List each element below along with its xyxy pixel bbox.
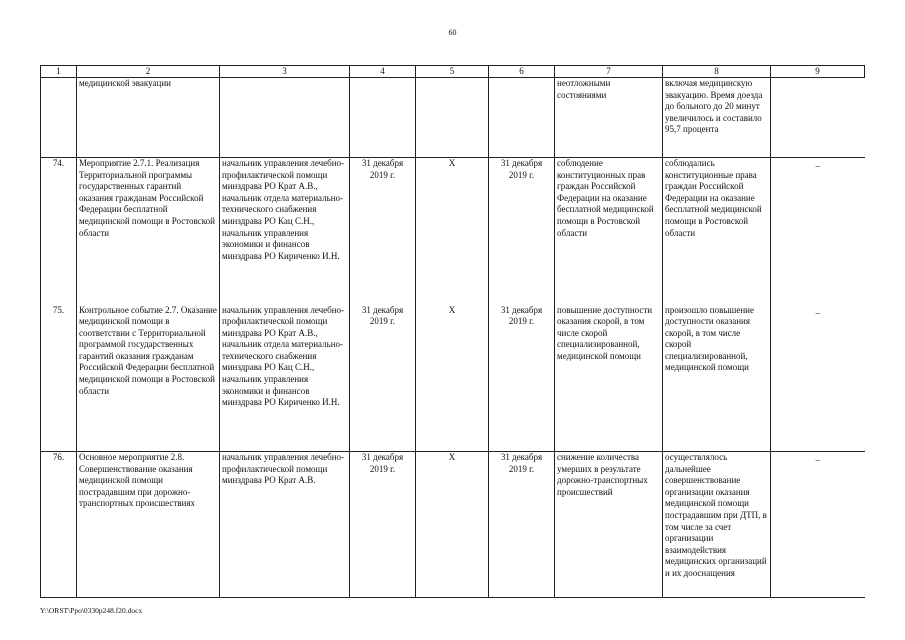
cell-actual-result: осуществлялось дальнейшее совершенствование организации оказания медицинской помощи пострадавшим при ДТП, в том числе за счет организации взаимодействия медицинских организаций и их дооснащения: [663, 452, 771, 598]
cell-responsible: [220, 78, 350, 158]
column-header-1: 1: [41, 66, 77, 78]
column-header-3: 3: [220, 66, 350, 78]
cell-measure: Контрольное событие 2.7. Оказание медицинской помощи в соответствии с Территориальной программой государственных гарантий оказания гражданам Российской Федерации бесплатной медицинской помощи в Ростовской области: [77, 305, 220, 452]
cell-end-date: 31 декабря 2019 г.: [489, 158, 555, 305]
page-number: 60: [448, 28, 457, 37]
cell-number: 74.: [41, 158, 77, 305]
cell-measure: Мероприятие 2.7.1. Реализация Территориальной программы государственных гарантий оказания гражданам Российской Федерации бесплатной медицинской помощи в Ростовской области: [77, 158, 220, 305]
footer-file-path: Y:\ORST\Ppo\0330p248.f20.docx: [40, 606, 143, 615]
cell-planned-result: снижение количества умерших в результате дорожно-транспортных происшествий: [555, 452, 663, 598]
table-row: [41, 305, 865, 452]
cell-planned-result: неотложными состояниями: [555, 78, 663, 158]
table-row: [41, 158, 865, 305]
cell-actual-result: соблюдались конституционные права граждан Российской Федерации на оказание бесплатной медицинской помощи в Ростовской области: [663, 158, 771, 305]
cell-end-date: 31 декабря 2019 г.: [489, 452, 555, 598]
cell-note: [771, 78, 865, 158]
cell-actual-result: включая медицинскую эвакуацию. Время доезда до больного до 20 минут увеличилось и составило 95,7 процента: [663, 78, 771, 158]
cell-number: 76.: [41, 452, 77, 598]
column-header-6: 6: [489, 66, 555, 78]
column-header-2: 2: [77, 66, 220, 78]
cell-number: 75.: [41, 305, 77, 452]
cell-planned-date: 31 декабря 2019 г.: [350, 452, 416, 598]
column-header-5: 5: [416, 66, 489, 78]
cell-start-date: Х: [416, 305, 489, 452]
column-header-7: 7: [555, 66, 663, 78]
table-row: [41, 452, 865, 598]
cell-note: –: [771, 305, 865, 452]
cell-note: –: [771, 452, 865, 598]
cell-planned-date: 31 декабря 2019 г.: [350, 305, 416, 452]
cell-responsible: начальник управления лечебно-профилактической помощи минздрава РО Крат А.В., начальник отдела материально-технического снабжения минздрава РО Кац С.Н., начальник управления экономики и финансов минздрава РО Кириченко И.Н.: [220, 305, 350, 452]
column-header-8: 8: [663, 66, 771, 78]
column-number-header-row: [41, 66, 865, 78]
cell-measure: медицинской эвакуации: [77, 78, 220, 158]
cell-end-date: 31 декабря 2019 г.: [489, 305, 555, 452]
cell-note: –: [771, 158, 865, 305]
cell-planned-result: повышение доступности оказания скорой, в том числе скорой специализированной, медицинской помощи: [555, 305, 663, 452]
measures-table: [40, 65, 865, 598]
cell-responsible: начальник управления лечебно-профилактической помощи минздрава РО Крат А.В.: [220, 452, 350, 598]
continuation-row: [41, 78, 865, 158]
column-header-4: 4: [350, 66, 416, 78]
cell-planned-date: [350, 78, 416, 158]
cell-responsible: начальник управления лечебно-профилактической помощи минздрава РО Крат А.В., начальник отдела материально-технического снабжения минздрава РО Кац С.Н., начальник управления экономики и финансов минздрава РО Кириченко И.Н.: [220, 158, 350, 305]
column-header-9: 9: [771, 66, 865, 78]
cell-measure: Основное мероприятие 2.8. Совершенствование оказания медицинской помощи пострадавшим при дорожно-транспортных происшествиях: [77, 452, 220, 598]
cell-end-date: [489, 78, 555, 158]
cell-start-date: Х: [416, 158, 489, 305]
cell-number: [41, 78, 77, 158]
cell-planned-result: соблюдение конституционных прав граждан Российской Федерации на оказание бесплатной медицинской помощи в Ростовской области: [555, 158, 663, 305]
cell-start-date: [416, 78, 489, 158]
cell-start-date: Х: [416, 452, 489, 598]
cell-actual-result: произошло повышение доступности оказания скорой, в том числе скорой специализированной, медицинской помощи: [663, 305, 771, 452]
cell-planned-date: 31 декабря 2019 г.: [350, 158, 416, 305]
